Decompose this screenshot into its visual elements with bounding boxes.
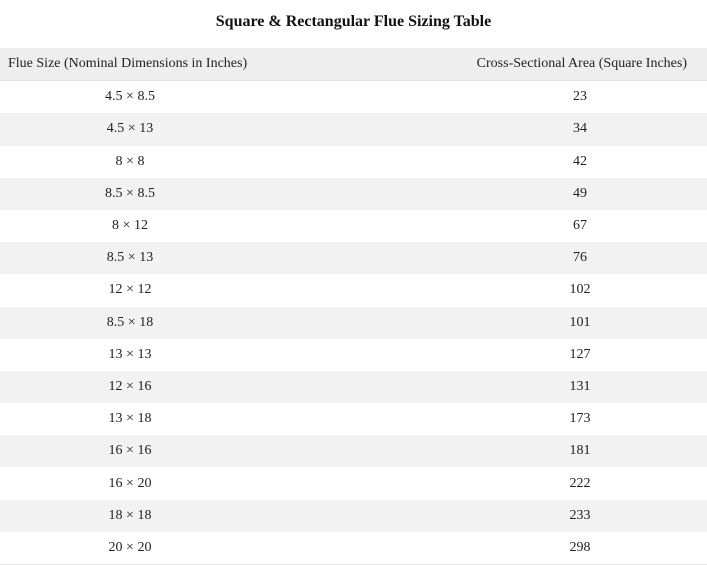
- table-row: [0, 532, 707, 565]
- table-row: [0, 210, 707, 242]
- area-cell: 49: [573, 185, 587, 201]
- flue-size-cell: 18 × 18: [108, 507, 152, 523]
- area-cell: 298: [569, 539, 591, 555]
- flue-size-cell: 12 × 16: [108, 378, 152, 394]
- area-cell: 102: [569, 282, 591, 298]
- flue-sizing-table: [0, 48, 707, 565]
- flue-size-cell: 16 × 16: [108, 443, 152, 459]
- flue-size-cell: 4.5 × 8.5: [105, 89, 155, 105]
- flue-size-cell: 8.5 × 13: [106, 250, 154, 266]
- table-row: [0, 403, 707, 435]
- table-row: [0, 113, 707, 145]
- table-row: [0, 435, 707, 467]
- area-cell: 23: [573, 89, 587, 105]
- area-cell: 131: [569, 378, 591, 394]
- flue-size-cell: 13 × 18: [108, 411, 152, 427]
- table-row: [0, 81, 707, 113]
- area-cell: 34: [573, 121, 587, 137]
- table-row: [0, 274, 707, 306]
- flue-size-cell: 8.5 × 18: [106, 314, 154, 330]
- flue-size-cell: 12 × 12: [108, 282, 152, 298]
- column-header-flue-size: Flue Size (Nominal Dimensions in Inches): [8, 56, 248, 72]
- table-row: [0, 467, 707, 499]
- area-cell: 233: [569, 507, 591, 523]
- area-cell: 173: [569, 411, 591, 427]
- table-row: [0, 242, 707, 274]
- area-cell: 42: [573, 153, 587, 169]
- area-cell: 67: [573, 218, 587, 234]
- flue-size-cell: 4.5 × 13: [106, 121, 154, 137]
- area-cell: 101: [569, 314, 591, 330]
- table-row: [0, 146, 707, 178]
- area-cell: 222: [569, 475, 591, 491]
- flue-size-cell: 16 × 20: [108, 475, 152, 491]
- table-row: [0, 371, 707, 403]
- area-cell: 127: [569, 346, 591, 362]
- table-row: [0, 178, 707, 210]
- table-row: [0, 307, 707, 339]
- area-cell: 76: [573, 250, 587, 266]
- flue-size-cell: 8 × 12: [112, 218, 148, 234]
- table-header-row: [0, 48, 707, 81]
- flue-size-cell: 8 × 8: [115, 153, 145, 169]
- area-cell: 181: [569, 443, 591, 459]
- flue-size-cell: 8.5 × 8.5: [105, 185, 155, 201]
- flue-size-cell: 13 × 13: [108, 346, 152, 362]
- flue-size-cell: 20 × 20: [108, 539, 152, 555]
- table-row: [0, 339, 707, 371]
- column-header-area: Cross-Sectional Area (Square Inches): [476, 56, 687, 72]
- table-title: Square & Rectangular Flue Sizing Table: [215, 13, 492, 30]
- table-row: [0, 500, 707, 532]
- table-body: [0, 81, 707, 565]
